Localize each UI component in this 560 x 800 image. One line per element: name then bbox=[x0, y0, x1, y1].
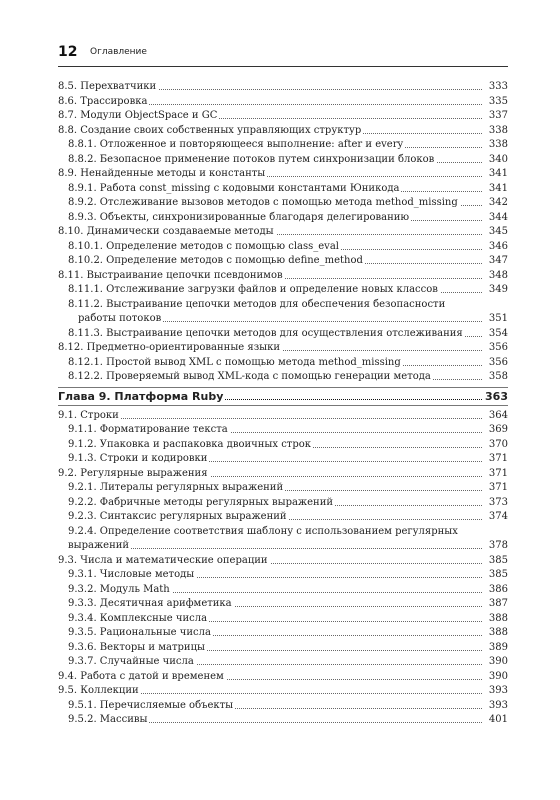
toc-page-number: 385 bbox=[488, 554, 508, 566]
toc-page-number: 338 bbox=[488, 124, 508, 136]
toc-entry-title: 8.9. Ненайденные методы и константы bbox=[58, 168, 266, 179]
toc-page-number: 390 bbox=[488, 656, 508, 667]
toc-entry-title: 9.5. Коллекции bbox=[58, 685, 139, 696]
toc-page-number: 358 bbox=[488, 371, 508, 382]
toc-entry bbox=[58, 109, 508, 122]
toc-entry bbox=[58, 167, 508, 180]
toc-page-number: 347 bbox=[488, 255, 508, 266]
toc-entry-title: 9.3.4. Комплексные числа bbox=[68, 612, 208, 624]
toc-entry-title: 8.11.1. Отслеживание загрузки файлов и определение новых классов bbox=[68, 284, 438, 295]
toc-entry-title: 8.5. Перехватчики bbox=[58, 81, 157, 92]
toc-page-number: 388 bbox=[488, 627, 508, 638]
toc-entry-title: 8.9.3. Объекты, синхронизированные благодаря делегированию bbox=[68, 211, 410, 223]
page-header bbox=[58, 44, 508, 66]
toc-entry-title: 8.11. Выстраивание цепочки псевдонимов bbox=[58, 269, 283, 281]
toc-entry-title: 8.7. Модули ObjectSpace и GC bbox=[58, 110, 218, 121]
toc-entry bbox=[58, 225, 508, 238]
toc-entry bbox=[58, 196, 508, 209]
toc-entry-title: 8.12. Предметно-ориентированные языки bbox=[58, 342, 281, 353]
toc-entry-title: 8.11.2. Выстраивание цепочки методов для обеспечения безопасности bbox=[68, 298, 446, 310]
toc-entry-title: 9.3.1. Числовые методы bbox=[68, 569, 195, 580]
toc-entry bbox=[58, 80, 508, 93]
toc-entry bbox=[58, 699, 508, 712]
toc-page-number: 371 bbox=[488, 467, 508, 479]
toc-page-number: 371 bbox=[488, 453, 508, 464]
toc-page-number: 393 bbox=[488, 685, 508, 696]
toc-entry-title: 8.8.2. Безопасное применение потоков путем синхронизации блоков bbox=[68, 153, 435, 165]
toc-page-number: 340 bbox=[488, 153, 508, 165]
toc-page-number: 351 bbox=[488, 313, 508, 324]
toc-entry bbox=[58, 496, 508, 509]
toc-entry bbox=[58, 341, 508, 354]
toc-entry-title: работы потоков bbox=[78, 313, 162, 324]
toc-entry-title: 9.1.1. Форматирование текста bbox=[68, 424, 228, 435]
toc-page-number: 337 bbox=[488, 110, 508, 121]
toc-entry-title: 8.8. Создание своих собственных управляющих структур bbox=[58, 124, 362, 136]
toc-entry bbox=[58, 298, 508, 311]
toc-entry-title: 9.3.3. Десятичная арифметика bbox=[68, 598, 232, 609]
toc-entry-title: 9.2.2. Фабричные методы регулярных выражений bbox=[68, 496, 334, 508]
toc-page-number: 345 bbox=[488, 226, 508, 237]
chapter-bottom-rule bbox=[58, 405, 508, 406]
toc-entry-title: 9.1.3. Строки и кодировки bbox=[68, 453, 208, 464]
toc-entry-title: 8.6. Трассировка bbox=[58, 95, 148, 107]
toc-page-number: 346 bbox=[488, 240, 508, 252]
toc-entry-title: Глава 9. Платформа Ruby bbox=[58, 389, 224, 403]
toc-entry bbox=[58, 370, 508, 383]
toc-page-number: 374 bbox=[488, 511, 508, 522]
toc-entry bbox=[58, 670, 508, 683]
toc-entry bbox=[58, 327, 508, 340]
toc-entry-title: 9.3.2. Модуль Math bbox=[68, 583, 170, 595]
toc-entry bbox=[58, 283, 508, 296]
toc-entry bbox=[58, 612, 508, 625]
toc-entry-title: 8.8.1. Отложенное и повторяющееся выполнение: after и every bbox=[68, 139, 404, 150]
toc-entry bbox=[58, 423, 508, 436]
toc-page-number: 344 bbox=[488, 211, 508, 223]
toc-entry bbox=[58, 597, 508, 610]
toc-page-number: 389 bbox=[488, 641, 508, 653]
page-number: 12 bbox=[58, 44, 78, 60]
toc-entry-title: 9.2.3. Синтаксис регулярных выражений bbox=[68, 511, 287, 522]
toc-entry bbox=[58, 626, 508, 639]
toc-entry bbox=[58, 510, 508, 523]
toc-entry-title: 9.3. Числа и математические операции bbox=[58, 554, 268, 566]
toc-page-number: 393 bbox=[488, 699, 508, 711]
toc-page-number: 356 bbox=[488, 342, 508, 353]
toc-entry bbox=[58, 713, 508, 726]
toc-entry bbox=[58, 254, 508, 267]
toc-entry bbox=[58, 539, 508, 552]
toc-entry bbox=[58, 138, 508, 151]
toc-page-number: 363 bbox=[485, 389, 508, 403]
header-rule bbox=[58, 66, 508, 67]
toc-entry-title: 9.1.2. Упаковка и распаковка двоичных строк bbox=[68, 438, 312, 450]
toc-entry bbox=[58, 409, 508, 422]
toc-page-number: 341 bbox=[488, 182, 508, 194]
toc-entry bbox=[58, 684, 508, 697]
toc-entry-title: 8.12.2. Проверяемый вывод XML-кода с помощью генерации метода bbox=[68, 371, 431, 382]
toc-entry bbox=[58, 356, 508, 369]
toc-entry-title: 8.11.3. Выстраивание цепочки методов для осуществления отслеживания bbox=[68, 327, 463, 339]
toc-entry-title: 8.10. Динамически создаваемые методы bbox=[58, 226, 274, 237]
toc-entry-title: 9.2.4. Определение соответствия шаблону с использованием регулярных bbox=[68, 525, 458, 537]
toc-entry bbox=[58, 182, 508, 195]
toc-entry-title: 9.5.2. Массивы bbox=[68, 714, 148, 725]
toc-entry-title: 9.2. Регулярные выражения bbox=[58, 467, 208, 479]
toc-entry bbox=[58, 641, 508, 654]
toc-entry bbox=[58, 438, 508, 451]
toc-page-number: 369 bbox=[488, 424, 508, 435]
toc-entry bbox=[58, 525, 508, 538]
toc-entry-title: 8.12.1. Простой вывод XML с помощью метода method_missing bbox=[68, 356, 401, 368]
toc-page-number: 373 bbox=[488, 496, 508, 508]
toc-entry bbox=[58, 124, 508, 137]
toc-entry-title: 9.3.7. Случайные числа bbox=[68, 656, 194, 667]
toc-page-number: 349 bbox=[488, 284, 508, 295]
toc-entry bbox=[58, 153, 508, 166]
toc-entry-title: 9.1. Строки bbox=[58, 409, 119, 421]
toc-entry-title: 8.9.2. Отслеживание вызовов методов с помощью метода method_missing bbox=[68, 197, 458, 208]
toc-page-number: 388 bbox=[488, 612, 508, 624]
toc-entry bbox=[58, 467, 508, 480]
toc-page-number: 364 bbox=[488, 409, 508, 421]
running-title: Оглавление bbox=[90, 47, 147, 57]
toc-entry bbox=[58, 95, 508, 108]
toc-page-number: 387 bbox=[488, 598, 508, 609]
toc-page-number: 401 bbox=[488, 714, 508, 725]
chapter-top-rule bbox=[58, 387, 508, 388]
toc-leader-dots bbox=[58, 418, 482, 419]
toc-entry-title: 8.10.2. Определение методов с помощью define_method bbox=[68, 255, 363, 266]
toc-entry-title: 9.3.5. Рациональные числа bbox=[68, 627, 211, 638]
toc-page-number: 390 bbox=[488, 670, 508, 682]
toc-page-number: 371 bbox=[488, 482, 508, 493]
toc-entry bbox=[58, 312, 508, 325]
toc-entry bbox=[58, 452, 508, 465]
toc-entry-title: 8.10.1. Определение методов с помощью class_eval bbox=[68, 240, 339, 252]
toc-page-number: 333 bbox=[488, 81, 508, 92]
toc-entry-title: 9.2.1. Литералы регулярных выражений bbox=[68, 482, 284, 493]
toc-page-number: 386 bbox=[488, 583, 508, 595]
toc-page-number: 370 bbox=[488, 438, 508, 450]
toc-entry bbox=[58, 240, 508, 253]
toc-page-number: 385 bbox=[488, 569, 508, 580]
toc-entry-title: 8.9.1. Работа const_missing с кодовыми константами Юникода bbox=[68, 182, 400, 194]
toc-page-number: 378 bbox=[488, 540, 508, 551]
toc-chapter-entry bbox=[58, 390, 508, 403]
toc-entry bbox=[58, 655, 508, 668]
toc-page-number: 341 bbox=[488, 168, 508, 179]
toc-entry bbox=[58, 269, 508, 282]
toc-page-number: 342 bbox=[488, 197, 508, 208]
toc-entry bbox=[58, 568, 508, 581]
toc-page-number: 354 bbox=[488, 327, 508, 339]
toc-page-number: 348 bbox=[488, 269, 508, 281]
toc-entry bbox=[58, 583, 508, 596]
toc-entry-title: 9.3.6. Векторы и матрицы bbox=[68, 641, 205, 653]
toc-page-number: 335 bbox=[488, 95, 508, 107]
toc-entry-title: 9.4. Работа с датой и временем bbox=[58, 670, 224, 682]
toc-page-number: 356 bbox=[488, 356, 508, 368]
toc-entry bbox=[58, 211, 508, 224]
toc-entry-title: выражений bbox=[68, 540, 130, 551]
toc-entry bbox=[58, 554, 508, 567]
toc-entry bbox=[58, 481, 508, 494]
toc-entry-title: 9.5.1. Перечисляемые объекты bbox=[68, 699, 234, 711]
toc-page-number: 338 bbox=[488, 139, 508, 150]
